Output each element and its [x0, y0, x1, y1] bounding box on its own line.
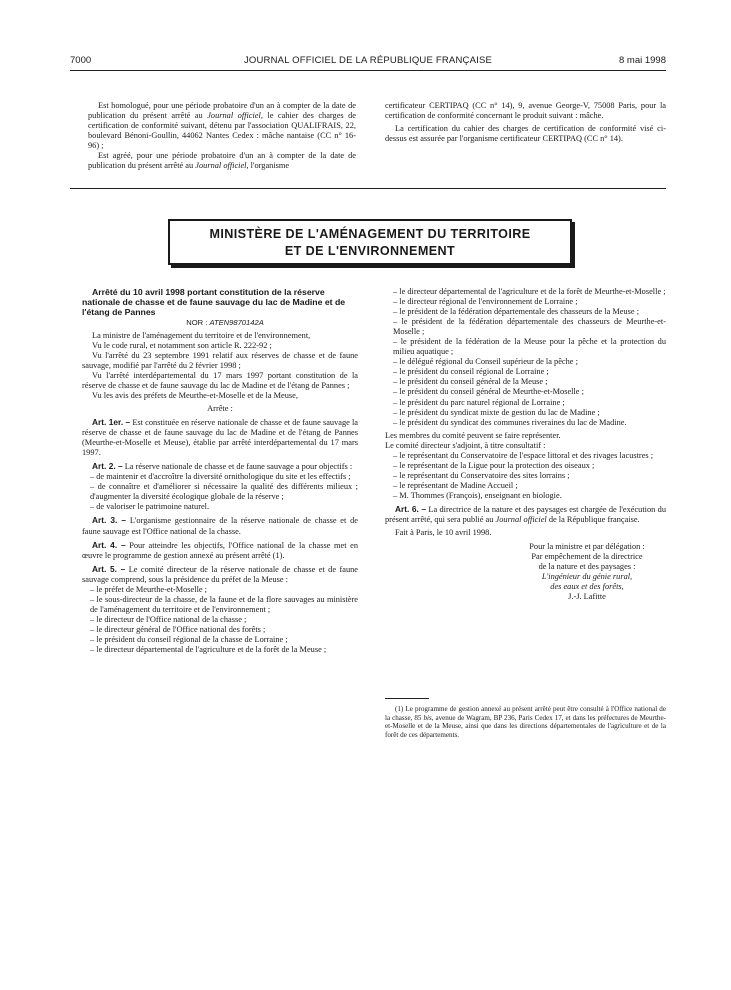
signature-title: des eaux et des forêts, [550, 582, 624, 592]
top-left-column [88, 101, 356, 171]
homologation-paragraph: Est homologué, pour une période probatoire d'un an à compter de la date de publication du présent arrêté au Journal officiel, le cahier des charges de certification de conformité suivant, détenu par l'association QUALIFRAIS, 22, boulevard Bénoni-Goullin, 44062 Nantes Cedex : mâche nantaise (CC n° 16-96) ; [88, 101, 357, 151]
article-5-item: – le directeur régional de l'environnement de Lorraine ; [393, 297, 578, 307]
article-2: Art. 2. – La réserve nationale de chasse et de faune sauvage a pour objectifs : [92, 461, 353, 472]
article-4: Art. 4. – Pour atteindre les objectifs, l'Office national de la chasse met en œuvre le programme de gestion annexé au présent arrêté (1). [82, 539, 358, 560]
page-number: 7000 [70, 55, 92, 66]
signature-block [497, 542, 667, 602]
preamble-code-rural: Vu le code rural, et notamment son article R. 222-92 ; [92, 340, 272, 350]
article-5-item: – le délégué régional du Conseil supérieur de la pêche ; [393, 357, 578, 367]
article-2-item: – de valoriser le patrimoine naturel. [90, 502, 210, 512]
section-rule [70, 188, 666, 189]
decree-title: Arrêté du 10 avril 1998 portant constitution de la réserve nationale de chasse et de faune sauvage du lac de Madine et de l'étang de Pannes [82, 287, 346, 318]
article-5-item: – le président de la fédération départementale des chasseurs de Meurthe-et-Moselle ; [393, 317, 666, 337]
article-5-item: – le président du conseil général de la Meuse ; [393, 377, 548, 387]
done-at-paris: Fait à Paris, le 10 avril 1998. [395, 528, 492, 538]
top-right-column [385, 101, 666, 144]
consultative-item: – le représentant du Conservatoire de l'espace littoral et des rivages lacustres ; [393, 450, 654, 460]
consultative-item: – le représentant du Conservatoire des sites lorrains ; [393, 470, 570, 480]
signature-title: L'ingénieur du génie rural, [541, 572, 633, 582]
arrete-heading: Arrête : [207, 403, 233, 413]
consultative-item: – le représentant de la Ligue pour la protection des oiseaux ; [393, 460, 595, 470]
article-5-item: – le directeur départemental de l'agriculture et de la forêt de la Meuse ; [90, 645, 327, 655]
footnote-block [385, 705, 666, 739]
article-5-item: – le président de la fédération de la Meuse pour la pêche et la protection du milieu aquatique ; [393, 337, 666, 357]
consultative-item: – M. Thommes (François), enseignant en biologie. [393, 490, 562, 500]
article-5-item: – le directeur de l'Office national de la chasse ; [90, 614, 247, 624]
consultative-intro: Le comité directeur s'adjoint, à titre consultatif : [385, 440, 546, 450]
certifier-paragraph: certificateur CERTIPAQ (CC n° 14), 9, avenue George-V, 75008 Paris, pour la certification de conformité concernant le produit suivant : mâche. [385, 101, 666, 121]
agreement-paragraph: Est agréé, pour une période probatoire d'un an à compter de la date de publication du présent arrêté au Journal officiel, l'organisme [88, 151, 356, 171]
article-5-item: – le sous-directeur de la chasse, de la faune et de la flore sauvages au ministère de l'aménagement du territoire et de l'environnement ; [90, 594, 358, 614]
issue-date: 8 mai 1998 [618, 55, 666, 66]
journal-title: JOURNAL OFFICIEL DE LA RÉPUBLIQUE FRANÇAISE [243, 55, 493, 66]
article-5-item: – le président du conseil régional de Lorraine ; [393, 367, 549, 377]
signature-line: de la nature et des paysages : [538, 562, 636, 572]
article-3: Art. 3. – L'organisme gestionnaire de la réserve nationale de chasse et de faune sauvage est l'Office national de la chasse. [82, 515, 358, 536]
signature-line: Par empêchement de la directrice [531, 552, 643, 562]
ministry-line-1: MINISTÈRE DE L'AMÉNAGEMENT DU TERRITOIRE [209, 227, 531, 241]
decree-left-column [82, 287, 358, 655]
article-5: Art. 5. – Le comité directeur de la réserve nationale de chasse et de faune sauvage comprend, sous la présidence du préfet de la Meuse : [82, 563, 358, 584]
ministry-line-2: ET DE L'ENVIRONNEMENT [284, 244, 456, 258]
preamble-avis: Vu les avis des préfets de Meurthe-et-Moselle et de la Meuse, [92, 390, 298, 400]
signature-line: Pour la ministre et par délégation : [529, 542, 645, 552]
decree-right-column [385, 287, 666, 602]
article-5-item: – le président du syndicat mixte de gestion du lac de Madine ; [393, 407, 600, 417]
ministry-heading-box [168, 219, 572, 265]
footnote-rule [385, 698, 429, 699]
article-5-item: – le président du syndicat des communes riveraines du lac de Madine. [393, 417, 627, 427]
certification-paragraph: La certification du cahier des charges de certification de conformité visé ci-dessus est assurée par l'organisme certificateur CERTIPAQ (CC n° 14). [385, 124, 666, 144]
preamble-arrete-1991: Vu l'arrêté du 23 septembre 1991 relatif aux réserves de chasse et de faune sauvage, modifié par l'arrêté du 2 février 1998 ; [82, 350, 358, 370]
article-6: Art. 6. – La directrice de la nature et des paysages est chargée de l'exécution du présent arrêté, qui sera publié au Journal officiel de la République française. [385, 503, 666, 525]
preamble-minister: La ministre de l'aménagement du territoire et de l'environnement, [92, 330, 311, 340]
article-5-item: – le président de la fédération départementale des chasseurs de la Meuse ; [393, 307, 640, 317]
footnote-1: (1) Le programme de gestion annexé au présent arrêté peut être consulté à l'Office national de la chasse, 85 bis, avenue de Wagram, BP 236, Paris Cedex 17, et dans les préfectures de Meurthe-et-Moselle et de la Meuse, ainsi que dans les directions départementales de l'agriculture et de la forêt de ces départements. [385, 705, 666, 739]
article-5-item: – le directeur général de l'Office national des forêts ; [90, 624, 266, 634]
header-rule [70, 70, 666, 71]
article-2-item: – de maintenir et d'accroître la diversité ornithologique du site et les effectifs ; [90, 472, 351, 482]
article-5-item: – le président du parc naturel régional de Lorraine ; [393, 397, 565, 407]
article-1: Art. 1er. – Est constituée en réserve nationale de chasse et de faune sauvage la réserve de chasse et de faune sauvage du lac de Madine et de l'étang de Pannes (Meurthe-et-Moselle et Meuse), établie par arrêté interdépartemental du 17 mars 1997. [82, 417, 358, 458]
signatory-name: J.-J. Lafitte [568, 592, 606, 602]
preamble-arrete-1997: Vu l'arrêté interdépartemental du 17 mars 1997 portant constitution de la réserve de chasse et de faune sauvage du lac de Madine et de l'étang de Pannes ; [82, 370, 358, 390]
page-header [70, 55, 666, 69]
consultative-item: – le représentant de Madine Accueil ; [393, 480, 518, 490]
members-note: Les membres du comité peuvent se faire représenter. [385, 430, 561, 440]
article-5-item: – le président du conseil général de Meurthe-et-Moselle ; [393, 387, 584, 397]
article-5-item: – le directeur départemental de l'agriculture et de la forêt de Meurthe-et-Moselle ; [393, 287, 666, 296]
nor-reference: NOR : ATEN9870142A [186, 317, 264, 327]
article-2-item: – de connaître et d'améliorer si nécessaire la qualité des différents milieux ; d'augmenter la diversité écologique globale de la réserve ; [90, 482, 358, 502]
article-5-item: – le préfet de Meurthe-et-Moselle ; [90, 584, 207, 594]
article-5-item: – le président du conseil régional de la chasse de Lorraine ; [90, 634, 288, 644]
